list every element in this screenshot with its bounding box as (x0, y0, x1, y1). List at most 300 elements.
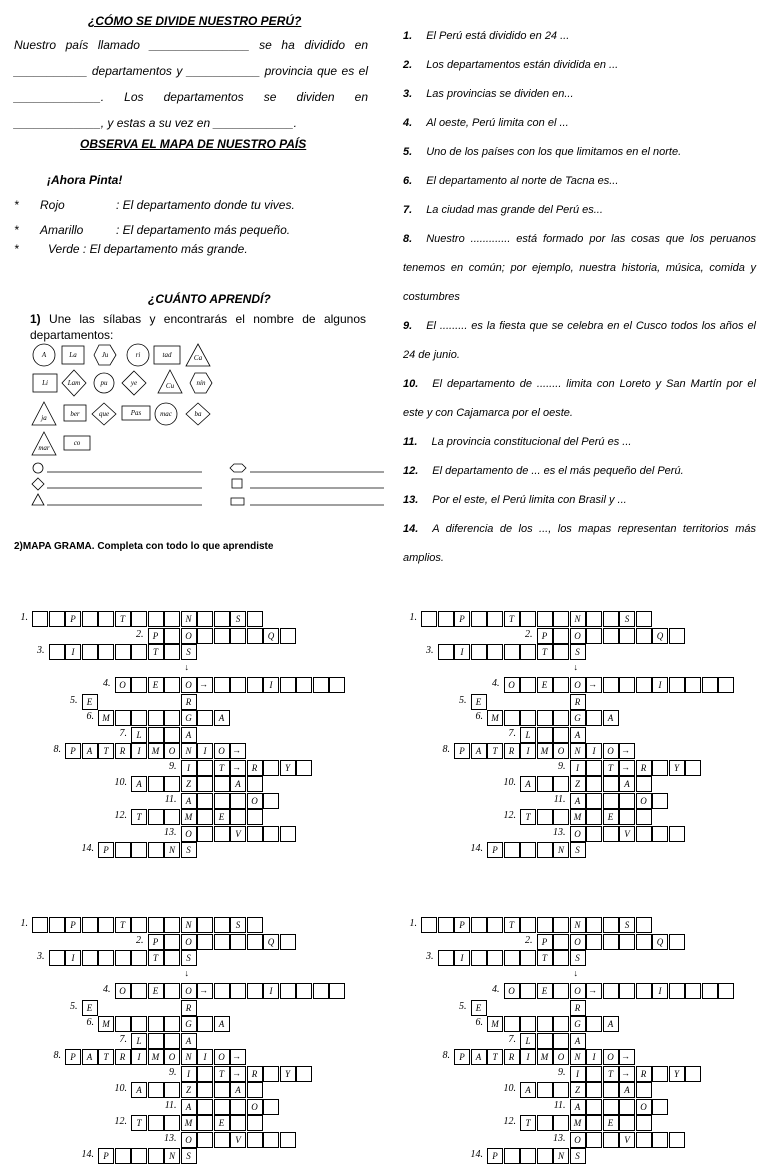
crossword-cell[interactable]: O (570, 1132, 586, 1148)
crossword-cell[interactable] (619, 809, 635, 825)
crossword-cell[interactable] (98, 644, 114, 660)
crossword-cell[interactable]: N (570, 1049, 586, 1065)
crossword-cell[interactable]: P (148, 934, 164, 950)
crossword-cell[interactable] (49, 950, 65, 966)
crossword-cell[interactable] (247, 826, 263, 842)
crossword-cell[interactable]: O (181, 628, 197, 644)
crossword-cell[interactable] (98, 611, 114, 627)
crossword-cell[interactable] (603, 1099, 619, 1115)
crossword-cell[interactable] (115, 1016, 131, 1032)
crossword-cell[interactable] (603, 1132, 619, 1148)
crossword-cell[interactable] (197, 710, 213, 726)
crossword-cell[interactable]: O (570, 934, 586, 950)
crossword-cell[interactable]: O (164, 743, 180, 759)
crossword-cell[interactable] (214, 611, 230, 627)
crossword-cell[interactable]: R (181, 694, 197, 710)
crossword-cell[interactable]: R (636, 1066, 652, 1082)
crossword-cell[interactable]: M (537, 1049, 553, 1065)
crossword-cell[interactable]: O (636, 793, 652, 809)
crossword-cell[interactable]: Y (280, 1066, 296, 1082)
crossword-cell[interactable]: I (652, 983, 668, 999)
crossword-cell[interactable] (619, 793, 635, 809)
crossword-cell[interactable] (115, 710, 131, 726)
crossword-cell[interactable] (487, 950, 503, 966)
crossword-cell[interactable] (487, 917, 503, 933)
crossword-cell[interactable] (537, 809, 553, 825)
crossword-cell[interactable] (487, 611, 503, 627)
crossword-cell[interactable]: A (471, 1049, 487, 1065)
crossword-cell[interactable] (586, 826, 602, 842)
crossword-cell[interactable] (230, 983, 246, 999)
crossword-cell[interactable] (247, 809, 263, 825)
crossword-cell[interactable] (214, 776, 230, 792)
crossword-cell[interactable] (197, 809, 213, 825)
crossword-cell[interactable] (586, 611, 602, 627)
crossword-cell[interactable]: L (520, 1033, 536, 1049)
crossword-cell[interactable] (197, 1066, 213, 1082)
crossword-cell[interactable] (230, 793, 246, 809)
crossword-cell[interactable] (504, 644, 520, 660)
crossword-cell[interactable]: A (131, 1082, 147, 1098)
crossword-cell[interactable] (214, 1132, 230, 1148)
crossword-cell[interactable] (553, 1115, 569, 1131)
crossword-cell[interactable]: T (487, 1049, 503, 1065)
crossword-cell[interactable] (214, 1099, 230, 1115)
crossword-cell[interactable] (230, 1115, 246, 1131)
crossword-cell[interactable]: M (181, 809, 197, 825)
crossword-cell[interactable] (197, 611, 213, 627)
crossword-cell[interactable] (131, 983, 147, 999)
crossword-cell[interactable] (82, 950, 98, 966)
crossword-cell[interactable]: N (181, 611, 197, 627)
crossword-cell[interactable] (619, 983, 635, 999)
crossword-cell[interactable] (329, 983, 345, 999)
crossword-cell[interactable] (520, 677, 536, 693)
crossword-cell[interactable] (197, 793, 213, 809)
crossword-cell[interactable] (438, 611, 454, 627)
crossword-cell[interactable]: T (98, 743, 114, 759)
crossword-cell[interactable]: A (131, 776, 147, 792)
crossword-cell[interactable] (421, 611, 437, 627)
crossword-cell[interactable] (636, 677, 652, 693)
crossword-cell[interactable] (197, 1082, 213, 1098)
crossword-cell[interactable] (504, 950, 520, 966)
crossword-cell[interactable]: P (537, 628, 553, 644)
crossword-cell[interactable] (603, 628, 619, 644)
crossword-cell[interactable] (537, 1033, 553, 1049)
crossword-cell[interactable]: M (537, 743, 553, 759)
crossword-cell[interactable] (669, 628, 685, 644)
crossword-cell[interactable]: M (98, 1016, 114, 1032)
crossword-cell[interactable] (553, 644, 569, 660)
crossword-cell[interactable] (148, 917, 164, 933)
crossword-cell[interactable]: E (148, 677, 164, 693)
crossword-cell[interactable] (586, 628, 602, 644)
crossword-cell[interactable] (603, 793, 619, 809)
crossword-cell[interactable]: P (65, 743, 81, 759)
crossword-cell[interactable]: R (504, 1049, 520, 1065)
crossword-cell[interactable]: Z (570, 1082, 586, 1098)
crossword-cell[interactable] (148, 809, 164, 825)
crossword-cell[interactable]: T (537, 644, 553, 660)
crossword-cell[interactable]: O (164, 1049, 180, 1065)
crossword-cell[interactable]: A (230, 776, 246, 792)
crossword-cell[interactable] (504, 1016, 520, 1032)
crossword-cell[interactable] (197, 1115, 213, 1131)
crossword-cell[interactable] (636, 983, 652, 999)
crossword-cell[interactable]: O (553, 1049, 569, 1065)
crossword-cell[interactable] (537, 776, 553, 792)
crossword-cell[interactable] (636, 826, 652, 842)
crossword-cell[interactable]: E (603, 809, 619, 825)
crossword-cell[interactable]: T (603, 1066, 619, 1082)
crossword-cell[interactable]: I (454, 644, 470, 660)
crossword-cell[interactable]: N (570, 743, 586, 759)
crossword-cell[interactable] (603, 776, 619, 792)
crossword-cell[interactable]: O (247, 793, 263, 809)
crossword-cell[interactable] (131, 611, 147, 627)
crossword-cell[interactable]: S (619, 917, 635, 933)
crossword-cell[interactable]: Z (181, 1082, 197, 1098)
crossword-cell[interactable] (586, 1132, 602, 1148)
crossword-cell[interactable] (115, 842, 131, 858)
crossword-cell[interactable] (280, 628, 296, 644)
crossword-cell[interactable]: I (520, 743, 536, 759)
crossword-cell[interactable]: S (181, 950, 197, 966)
crossword-cell[interactable] (214, 917, 230, 933)
crossword-cell[interactable] (504, 710, 520, 726)
crossword-cell[interactable]: S (181, 842, 197, 858)
crossword-cell[interactable] (247, 677, 263, 693)
crossword-cell[interactable]: E (82, 694, 98, 710)
crossword-cell[interactable] (214, 793, 230, 809)
crossword-cell[interactable] (164, 644, 180, 660)
crossword-cell[interactable]: M (487, 1016, 503, 1032)
crossword-cell[interactable] (603, 917, 619, 933)
crossword-cell[interactable] (296, 1066, 312, 1082)
crossword-cell[interactable] (164, 1016, 180, 1032)
crossword-cell[interactable] (636, 934, 652, 950)
crossword-cell[interactable] (603, 983, 619, 999)
crossword-cell[interactable] (669, 934, 685, 950)
crossword-cell[interactable] (214, 628, 230, 644)
crossword-cell[interactable] (520, 917, 536, 933)
crossword-cell[interactable]: T (504, 917, 520, 933)
crossword-cell[interactable] (421, 917, 437, 933)
crossword-cell[interactable]: I (520, 1049, 536, 1065)
crossword-cell[interactable]: T (148, 644, 164, 660)
crossword-cell[interactable] (115, 950, 131, 966)
crossword-cell[interactable] (164, 950, 180, 966)
crossword-cell[interactable] (718, 983, 734, 999)
crossword-cell[interactable]: O (214, 743, 230, 759)
crossword-cell[interactable]: N (181, 1049, 197, 1065)
crossword-cell[interactable] (148, 1016, 164, 1032)
crossword-cell[interactable] (504, 842, 520, 858)
crossword-cell[interactable]: A (82, 743, 98, 759)
crossword-cell[interactable] (280, 934, 296, 950)
crossword-cell[interactable] (652, 826, 668, 842)
crossword-cell[interactable]: T (131, 809, 147, 825)
crossword-cell[interactable]: P (454, 611, 470, 627)
crossword-cell[interactable] (263, 826, 279, 842)
crossword-cell[interactable] (296, 677, 312, 693)
crossword-cell[interactable]: E (471, 1000, 487, 1016)
crossword-cell[interactable]: G (570, 1016, 586, 1032)
crossword-cell[interactable] (586, 809, 602, 825)
crossword-cell[interactable] (586, 1115, 602, 1131)
crossword-cell[interactable] (520, 842, 536, 858)
crossword-cell[interactable]: E (471, 694, 487, 710)
crossword-cell[interactable]: A (181, 1033, 197, 1049)
crossword-cell[interactable] (247, 1115, 263, 1131)
crossword-cell[interactable] (603, 1082, 619, 1098)
crossword-cell[interactable] (537, 727, 553, 743)
crossword-cell[interactable]: O (636, 1099, 652, 1115)
crossword-cell[interactable] (263, 1132, 279, 1148)
crossword-cell[interactable]: E (214, 809, 230, 825)
crossword-cell[interactable]: I (181, 1066, 197, 1082)
crossword-cell[interactable] (636, 628, 652, 644)
crossword-cell[interactable] (313, 983, 329, 999)
crossword-cell[interactable]: I (131, 1049, 147, 1065)
crossword-cell[interactable]: I (570, 1066, 586, 1082)
crossword-cell[interactable]: O (214, 1049, 230, 1065)
crossword-cell[interactable] (230, 628, 246, 644)
crossword-cell[interactable]: A (214, 710, 230, 726)
crossword-cell[interactable] (131, 917, 147, 933)
crossword-cell[interactable] (280, 826, 296, 842)
crossword-cell[interactable]: A (619, 1082, 635, 1098)
crossword-cell[interactable]: R (504, 743, 520, 759)
crossword-cell[interactable] (230, 934, 246, 950)
crossword-cell[interactable]: I (586, 743, 602, 759)
crossword-cell[interactable]: I (652, 677, 668, 693)
crossword-cell[interactable]: A (603, 1016, 619, 1032)
crossword-cell[interactable] (603, 677, 619, 693)
crossword-cell[interactable] (164, 776, 180, 792)
crossword-cell[interactable] (247, 917, 263, 933)
crossword-cell[interactable]: M (181, 1115, 197, 1131)
crossword-cell[interactable]: V (230, 1132, 246, 1148)
crossword-cell[interactable] (619, 1099, 635, 1115)
crossword-cell[interactable]: R (247, 760, 263, 776)
crossword-cell[interactable] (164, 611, 180, 627)
crossword-cell[interactable]: T (214, 760, 230, 776)
crossword-cell[interactable]: M (487, 710, 503, 726)
crossword-cell[interactable] (553, 934, 569, 950)
crossword-cell[interactable]: Q (652, 628, 668, 644)
crossword-cell[interactable] (636, 611, 652, 627)
crossword-cell[interactable] (652, 760, 668, 776)
crossword-cell[interactable]: R (636, 760, 652, 776)
crossword-cell[interactable]: A (570, 793, 586, 809)
crossword-cell[interactable] (553, 628, 569, 644)
crossword-cell[interactable] (586, 1099, 602, 1115)
crossword-cell[interactable] (131, 1016, 147, 1032)
crossword-cell[interactable] (197, 776, 213, 792)
crossword-cell[interactable] (148, 842, 164, 858)
crossword-cell[interactable] (553, 776, 569, 792)
crossword-cell[interactable] (280, 1132, 296, 1148)
crossword-cell[interactable]: A (181, 727, 197, 743)
crossword-cell[interactable]: O (603, 743, 619, 759)
crossword-cell[interactable]: P (98, 842, 114, 858)
crossword-cell[interactable]: R (115, 1049, 131, 1065)
crossword-cell[interactable] (619, 628, 635, 644)
crossword-cell[interactable]: G (570, 710, 586, 726)
crossword-cell[interactable] (553, 1016, 569, 1032)
crossword-cell[interactable]: A (471, 743, 487, 759)
crossword-cell[interactable]: O (603, 1049, 619, 1065)
crossword-cell[interactable]: O (504, 677, 520, 693)
crossword-cell[interactable] (148, 727, 164, 743)
crossword-cell[interactable] (520, 644, 536, 660)
crossword-cell[interactable]: Q (263, 934, 279, 950)
crossword-cell[interactable]: O (115, 983, 131, 999)
crossword-cell[interactable] (131, 842, 147, 858)
crossword-cell[interactable] (230, 677, 246, 693)
crossword-cell[interactable] (702, 677, 718, 693)
crossword-cell[interactable] (685, 983, 701, 999)
crossword-cell[interactable] (553, 1082, 569, 1098)
crossword-cell[interactable]: E (537, 983, 553, 999)
crossword-cell[interactable]: T (131, 1115, 147, 1131)
crossword-cell[interactable]: R (570, 1000, 586, 1016)
crossword-cell[interactable] (263, 793, 279, 809)
crossword-cell[interactable] (487, 644, 503, 660)
crossword-cell[interactable]: Q (652, 934, 668, 950)
crossword-cell[interactable] (32, 917, 48, 933)
crossword-cell[interactable]: L (520, 727, 536, 743)
crossword-cell[interactable] (115, 644, 131, 660)
crossword-cell[interactable]: T (115, 611, 131, 627)
crossword-cell[interactable] (296, 760, 312, 776)
crossword-cell[interactable] (718, 677, 734, 693)
crossword-cell[interactable]: P (65, 611, 81, 627)
crossword-cell[interactable] (553, 950, 569, 966)
crossword-cell[interactable]: I (65, 950, 81, 966)
crossword-cell[interactable] (296, 983, 312, 999)
crossword-cell[interactable]: E (148, 983, 164, 999)
crossword-cell[interactable] (82, 611, 98, 627)
crossword-cell[interactable] (652, 793, 668, 809)
crossword-cell[interactable] (197, 1099, 213, 1115)
crossword-cell[interactable]: Q (263, 628, 279, 644)
crossword-cell[interactable] (652, 1066, 668, 1082)
crossword-cell[interactable]: E (82, 1000, 98, 1016)
crossword-cell[interactable]: M (148, 1049, 164, 1065)
crossword-cell[interactable] (148, 1148, 164, 1164)
crossword-cell[interactable] (148, 1033, 164, 1049)
crossword-cell[interactable] (586, 917, 602, 933)
crossword-cell[interactable]: N (553, 842, 569, 858)
crossword-cell[interactable] (214, 677, 230, 693)
crossword-cell[interactable]: M (570, 809, 586, 825)
crossword-cell[interactable]: P (454, 917, 470, 933)
crossword-cell[interactable] (652, 1132, 668, 1148)
crossword-cell[interactable] (553, 611, 569, 627)
crossword-cell[interactable]: Z (181, 776, 197, 792)
crossword-cell[interactable]: N (570, 917, 586, 933)
crossword-cell[interactable] (702, 983, 718, 999)
crossword-cell[interactable]: N (181, 917, 197, 933)
crossword-cell[interactable] (537, 1115, 553, 1131)
crossword-cell[interactable] (537, 842, 553, 858)
crossword-cell[interactable] (553, 677, 569, 693)
crossword-cell[interactable]: M (98, 710, 114, 726)
crossword-cell[interactable]: P (98, 1148, 114, 1164)
crossword-cell[interactable] (537, 710, 553, 726)
crossword-cell[interactable]: P (454, 743, 470, 759)
crossword-cell[interactable]: G (181, 710, 197, 726)
crossword-cell[interactable] (164, 934, 180, 950)
crossword-cell[interactable]: N (553, 1148, 569, 1164)
crossword-cell[interactable] (214, 1082, 230, 1098)
crossword-cell[interactable] (586, 760, 602, 776)
crossword-cell[interactable] (537, 917, 553, 933)
crossword-cell[interactable]: P (148, 628, 164, 644)
crossword-cell[interactable] (685, 677, 701, 693)
crossword-cell[interactable] (197, 934, 213, 950)
crossword-cell[interactable] (438, 917, 454, 933)
crossword-cell[interactable]: N (181, 743, 197, 759)
crossword-cell[interactable] (313, 677, 329, 693)
crossword-cell[interactable] (280, 677, 296, 693)
crossword-cell[interactable]: I (197, 1049, 213, 1065)
crossword-cell[interactable] (280, 983, 296, 999)
crossword-cell[interactable]: I (454, 950, 470, 966)
crossword-cell[interactable] (247, 934, 263, 950)
crossword-cell[interactable] (669, 983, 685, 999)
crossword-cell[interactable]: I (197, 743, 213, 759)
crossword-cell[interactable]: T (537, 950, 553, 966)
crossword-cell[interactable]: P (65, 1049, 81, 1065)
crossword-cell[interactable] (636, 1082, 652, 1098)
crossword-cell[interactable] (131, 710, 147, 726)
crossword-cell[interactable]: I (586, 1049, 602, 1065)
crossword-cell[interactable]: Y (669, 760, 685, 776)
crossword-cell[interactable] (586, 710, 602, 726)
crossword-cell[interactable] (636, 776, 652, 792)
crossword-cell[interactable] (131, 1148, 147, 1164)
crossword-cell[interactable]: A (570, 1033, 586, 1049)
crossword-cell[interactable]: N (164, 1148, 180, 1164)
crossword-cell[interactable]: O (553, 743, 569, 759)
crossword-cell[interactable]: S (570, 1148, 586, 1164)
crossword-cell[interactable] (197, 1132, 213, 1148)
crossword-cell[interactable] (230, 1099, 246, 1115)
crossword-cell[interactable] (619, 934, 635, 950)
crossword-cell[interactable]: P (454, 1049, 470, 1065)
crossword-cell[interactable]: A (603, 710, 619, 726)
crossword-cell[interactable] (214, 934, 230, 950)
crossword-cell[interactable] (504, 1148, 520, 1164)
crossword-cell[interactable] (553, 983, 569, 999)
crossword-cell[interactable] (98, 950, 114, 966)
crossword-cell[interactable] (553, 809, 569, 825)
crossword-cell[interactable] (329, 677, 345, 693)
crossword-cell[interactable] (586, 793, 602, 809)
crossword-cell[interactable] (131, 950, 147, 966)
crossword-cell[interactable] (197, 628, 213, 644)
crossword-cell[interactable] (148, 710, 164, 726)
crossword-cell[interactable]: S (230, 917, 246, 933)
crossword-cell[interactable] (685, 760, 701, 776)
crossword-cell[interactable]: A (570, 727, 586, 743)
crossword-cell[interactable] (471, 950, 487, 966)
crossword-cell[interactable]: T (603, 760, 619, 776)
